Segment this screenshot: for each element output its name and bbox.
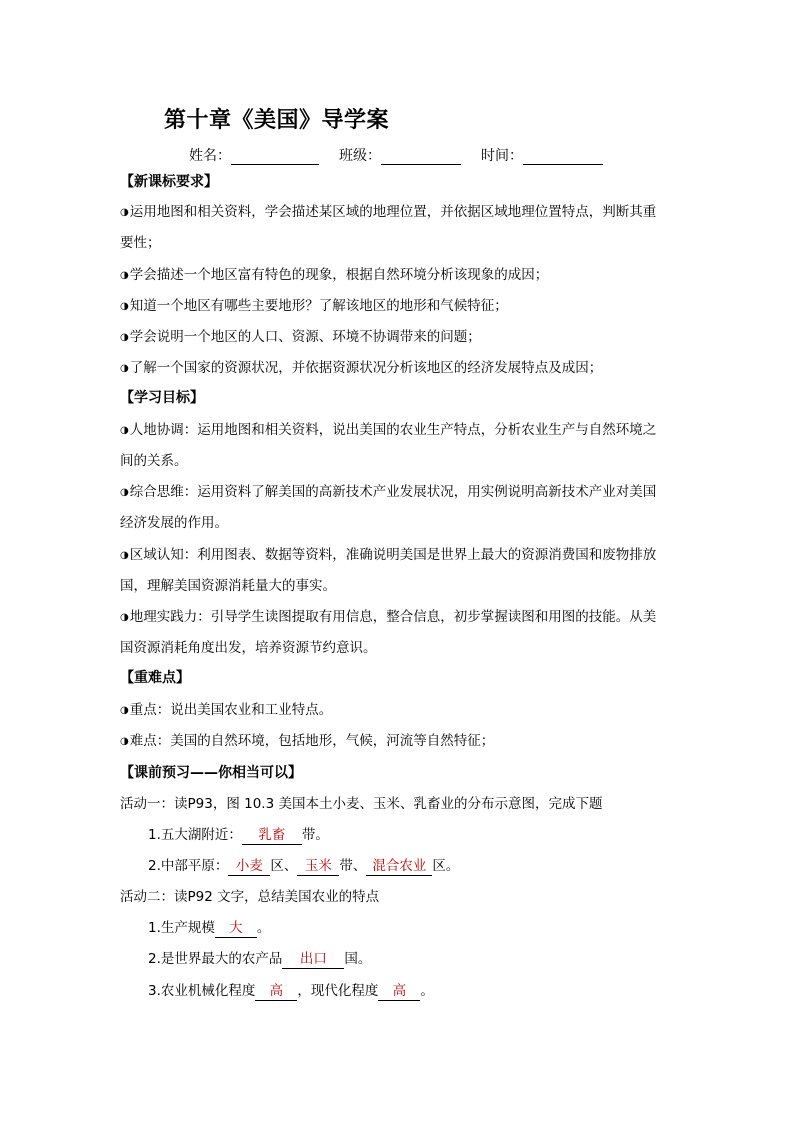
bullet-icon: ◑ xyxy=(120,487,129,498)
answer-blank[interactable]: 玉米 xyxy=(297,858,339,876)
time-label: 时间： xyxy=(481,148,523,164)
answer-blank[interactable]: 乳畜 xyxy=(242,827,302,845)
list-item-continuation: 间的关系。 xyxy=(120,453,188,469)
list-item: ◑区域认知：利用图表、数据等资料，准确说明美国是世界上最大的资源消费国和废物排放 xyxy=(120,547,657,563)
time-blank[interactable] xyxy=(523,150,603,165)
list-item: ◑难点：美国的自然环境，包括地形，气候，河流等自然特征； xyxy=(120,733,495,749)
bullet-icon: ◑ xyxy=(120,363,129,374)
list-item: ◑学会描述一个地区富有特色的现象，根据自然环境分析该现象的成因； xyxy=(120,267,549,283)
bullet-icon: ◑ xyxy=(120,425,129,436)
list-item-continuation: 国，理解美国资源消耗量大的事实。 xyxy=(120,578,336,594)
list-item-continuation: 经济发展的作用。 xyxy=(120,515,228,531)
activity-two-question-2: 2.是世界最大的农产品 出口 国。 xyxy=(148,951,372,967)
list-item: ◑运用地图和相关资料，学会描述某区域的地理位置，并依据区域地理位置特点，判断其重 xyxy=(120,204,657,220)
section-heading-preview: 【课前预习——你相当可以】 xyxy=(120,765,302,781)
list-item: ◑知道一个地区有哪些主要地形？了解该地区的地形和气候特征； xyxy=(120,298,508,314)
list-item-continuation: 国资源消耗角度出发，培养资源节约意识。 xyxy=(120,640,377,656)
section-heading-requirements: 【新课标要求】 xyxy=(120,174,218,190)
class-blank[interactable] xyxy=(381,150,461,165)
activity-two-question-1: 1.生产规模 大 。 xyxy=(148,920,271,936)
answer-blank[interactable]: 小麦 xyxy=(228,858,270,876)
name-blank[interactable] xyxy=(231,150,319,165)
activity-one-question-2: 2.中部平原： 小麦 区、 玉米 带、 混合农业 区。 xyxy=(148,858,460,874)
answer-blank[interactable]: 出口 xyxy=(282,951,344,969)
answer-blank[interactable]: 混合农业 xyxy=(366,858,432,876)
bullet-icon: ◑ xyxy=(120,270,129,281)
list-item-continuation: 要性； xyxy=(120,235,161,251)
page-title: 第十章《美国》导学案 xyxy=(163,108,389,133)
answer-blank[interactable]: 高 xyxy=(378,983,420,1001)
answer-blank[interactable]: 大 xyxy=(215,920,257,938)
class-label: 班级： xyxy=(339,148,381,164)
section-heading-objectives: 【学习目标】 xyxy=(120,390,204,406)
list-item: ◑地理实践力：引导学生读图提取有用信息，整合信息，初步掌握读图和用图的技能。从美 xyxy=(120,609,657,625)
activity-two-question-3: 3.农业机械化程度 高 ，现代化程度 高 。 xyxy=(148,983,434,999)
activity-two-text: 活动二：读P92 文字，总结美国农业的特点 xyxy=(120,889,380,905)
answer-blank[interactable]: 高 xyxy=(255,983,297,1001)
bullet-icon: ◑ xyxy=(120,736,129,747)
bullet-icon: ◑ xyxy=(120,550,129,561)
student-info-line xyxy=(189,145,603,165)
activity-one-text: 活动一：读P93，图 10.3 美国本土小麦、玉米、乳畜业的分布示意图，完成下题 xyxy=(120,796,603,812)
bullet-icon: ◑ xyxy=(120,612,129,623)
bullet-icon: ◑ xyxy=(120,332,129,343)
list-item: ◑综合思维：运用资料了解美国的高新技术产业发展状况，用实例说明高新技术产业对美国 xyxy=(120,484,657,500)
list-item: ◑了解一个国家的资源状况，并依据资源状况分析该地区的经济发展特点及成因； xyxy=(120,360,603,376)
list-item: ◑人地协调：运用地图和相关资料，说出美国的农业生产特点，分析农业生产与自然环境之 xyxy=(120,422,657,438)
list-item: ◑学会说明一个地区的人口、资源、环境不协调带来的问题； xyxy=(120,329,481,345)
name-label: 姓名： xyxy=(189,148,231,164)
activity-one-question-1: 1.五大湖附近： 乳畜 带。 xyxy=(148,827,329,843)
bullet-icon: ◑ xyxy=(120,207,129,218)
section-heading-key-points: 【重难点】 xyxy=(120,670,190,686)
bullet-icon: ◑ xyxy=(120,301,129,312)
list-item: ◑重点：说出美国农业和工业特点。 xyxy=(120,702,333,718)
bullet-icon: ◑ xyxy=(120,705,129,716)
